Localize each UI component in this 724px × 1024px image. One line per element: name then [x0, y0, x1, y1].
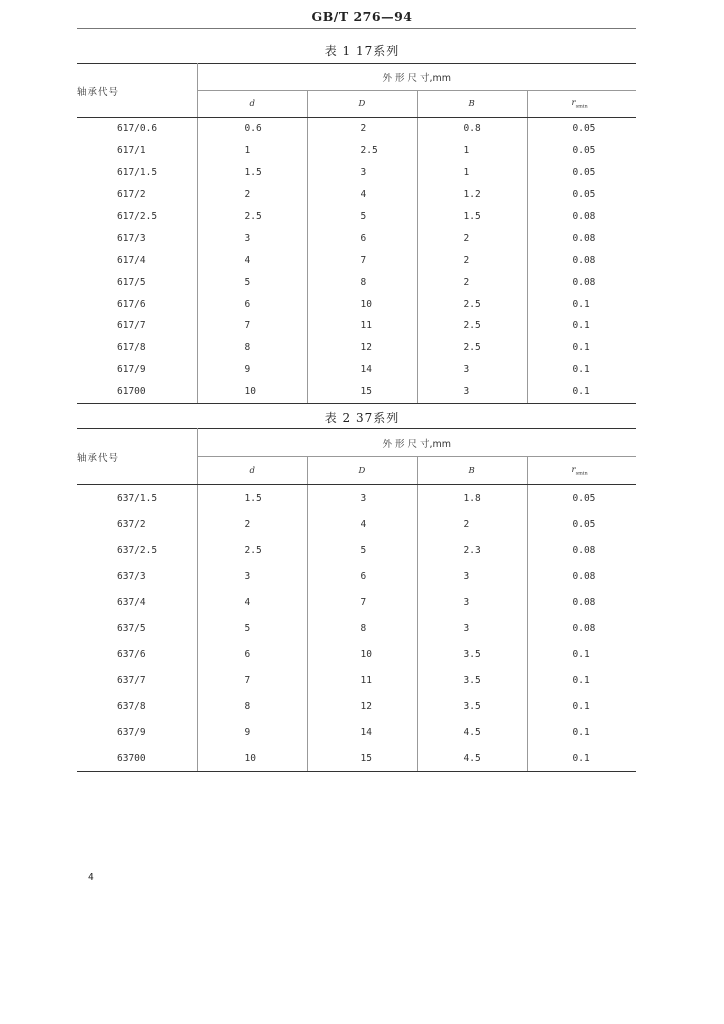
table-row [77, 140, 636, 162]
dimension-cell: 6 [197, 641, 307, 667]
bearing-code-cell: 61700 [77, 381, 197, 403]
dimension-cell: 0.6 [197, 118, 307, 140]
dimensions-group-header: 外 形 尺 寸,mm [197, 64, 636, 91]
table-row [77, 485, 636, 512]
bearing-code-cell: 637/9 [77, 719, 197, 745]
dimension-cell: 0.1 [572, 726, 590, 738]
bearing-code-cell: 617/5 [77, 271, 197, 293]
dimension-cell: 0.05 [572, 145, 596, 157]
table-2-caption: 表 2 37系列 [324, 411, 400, 425]
dimension-cell: 3 [417, 615, 527, 641]
bearing-code-cell: 617/4 [77, 249, 197, 271]
table-row [77, 381, 636, 403]
dimension-cell: 11 [307, 667, 417, 693]
dimension-cell: 5 [197, 615, 307, 641]
dimension-cell: 0.8 [417, 118, 527, 140]
dimension-cell: 1 [417, 162, 527, 184]
dimension-cell: 1.5 [417, 206, 527, 228]
table-row [77, 563, 636, 589]
bearing-code-cell: 617/8 [77, 337, 197, 359]
dimension-cell: 4.5 [417, 719, 527, 745]
bearing-code-cell: 637/2 [77, 511, 197, 537]
table-row [77, 271, 636, 293]
dimensions-group-header: 外 形 尺 寸,mm [197, 429, 636, 457]
dimension-cell: 14 [307, 359, 417, 381]
dimension-cell: 5 [307, 206, 417, 228]
dimension-cell: 2.5 [197, 537, 307, 563]
dimension-cell: 11 [307, 315, 417, 337]
table-row [77, 667, 636, 693]
dimension-cell: 7 [307, 589, 417, 615]
dimension-cell: 2.3 [417, 537, 527, 563]
dimension-cell: 0.1 [572, 648, 590, 660]
dimension-cell: 3.5 [417, 667, 527, 693]
table-row [77, 227, 636, 249]
dimension-cell: 0.08 [572, 544, 596, 556]
dimension-cell: 3.5 [417, 693, 527, 719]
bearing-code-cell: 637/1.5 [77, 485, 197, 512]
dimension-cell: 3 [417, 563, 527, 589]
bearing-code-cell: 637/3 [77, 563, 197, 589]
bearing-code-cell: 617/7 [77, 315, 197, 337]
dimension-cell: 0.1 [572, 342, 590, 354]
dimension-cell: 2.5 [307, 140, 417, 162]
table-row [77, 693, 636, 719]
col-header-B: B [417, 457, 527, 485]
dimension-cell: 3 [307, 485, 417, 512]
dimension-cell: 2.5 [417, 337, 527, 359]
table-2-37-series [77, 428, 636, 772]
table-row [77, 615, 636, 641]
dimension-cell: 0.08 [572, 570, 596, 582]
dimension-cell: 1.5 [197, 485, 307, 512]
col-header-d: d [197, 457, 307, 485]
dimension-cell: 1 [417, 140, 527, 162]
table-1-caption: 表 1 17系列 [324, 44, 400, 58]
dimension-cell: 3 [197, 227, 307, 249]
dimension-cell: 2.5 [197, 206, 307, 228]
dimension-cell: 12 [307, 337, 417, 359]
table-row [77, 589, 636, 615]
col-header-D: D [307, 91, 417, 118]
dimension-cell: 3 [307, 162, 417, 184]
table-row [77, 359, 636, 381]
dimension-cell: 2 [307, 118, 417, 140]
dimension-cell: 6 [307, 563, 417, 589]
dimension-cell: 0.1 [572, 674, 590, 686]
dimension-cell: 1.2 [417, 184, 527, 206]
dimension-cell: 6 [307, 227, 417, 249]
dimension-cell: 8 [197, 337, 307, 359]
bearing-code-cell: 617/9 [77, 359, 197, 381]
dimension-cell: 6 [197, 293, 307, 315]
dimension-cell: 3 [417, 359, 527, 381]
header-rule [77, 28, 636, 29]
table-row [77, 249, 636, 271]
dimension-cell: 1 [197, 140, 307, 162]
bearing-code-cell: 637/5 [77, 615, 197, 641]
dimension-cell: 9 [197, 719, 307, 745]
bearing-code-cell: 637/6 [77, 641, 197, 667]
table-row [77, 719, 636, 745]
dimension-cell: 10 [307, 293, 417, 315]
dimension-cell: 8 [307, 615, 417, 641]
dimension-cell: 15 [307, 745, 417, 772]
table-row [77, 184, 636, 206]
dimension-cell: 4 [307, 511, 417, 537]
dimension-cell: 10 [307, 641, 417, 667]
dimension-cell: 0.08 [572, 276, 596, 288]
dimension-cell: 2 [417, 511, 527, 537]
dimension-cell: 14 [307, 719, 417, 745]
dimension-cell: 0.08 [572, 596, 596, 608]
table-row [77, 641, 636, 667]
dimension-cell: 7 [197, 315, 307, 337]
dimension-cell: 0.05 [572, 492, 596, 504]
bearing-code-cell: 617/0.6 [77, 118, 197, 140]
bearing-code-cell: 617/2.5 [77, 206, 197, 228]
dimension-cell: 2 [197, 511, 307, 537]
dimension-cell: 0.08 [572, 254, 596, 266]
dimension-cell: 15 [307, 381, 417, 403]
bearing-code-cell: 637/8 [77, 693, 197, 719]
dimension-cell: 0.05 [572, 189, 596, 201]
dimension-cell: 2 [417, 227, 527, 249]
dimension-cell: 8 [197, 693, 307, 719]
bearing-code-cell: 617/6 [77, 293, 197, 315]
table-row [77, 118, 636, 140]
dimension-cell: 8 [307, 271, 417, 293]
dimension-cell: 0.05 [572, 167, 596, 179]
dimension-cell: 4 [197, 589, 307, 615]
bearing-code-cell: 637/2.5 [77, 537, 197, 563]
dimension-cell: 0.05 [572, 123, 596, 135]
dimension-cell: 4 [197, 249, 307, 271]
dimension-cell: 10 [197, 745, 307, 772]
bearing-code-cell: 637/4 [77, 589, 197, 615]
dimension-cell: 3.5 [417, 641, 527, 667]
dimension-cell: 3 [417, 381, 527, 403]
dimension-cell: 2 [197, 184, 307, 206]
table-1-17-series [77, 63, 636, 404]
table-row [77, 315, 636, 337]
dimension-cell: 0.1 [527, 745, 636, 772]
bearing-code-header: 轴承代号 [77, 429, 197, 485]
dimension-cell: 4 [307, 184, 417, 206]
dimension-cell: 0.08 [572, 622, 596, 634]
dimension-cell: 7 [197, 667, 307, 693]
table-row [77, 511, 636, 537]
bearing-code-header: 轴承代号 [77, 64, 197, 118]
dimension-cell: 0.1 [572, 364, 590, 376]
bearing-code-cell: 617/1 [77, 140, 197, 162]
table-row [77, 206, 636, 228]
bearing-code-cell: 637/7 [77, 667, 197, 693]
dimension-cell: 0.1 [527, 381, 636, 403]
bearing-code-cell: 617/2 [77, 184, 197, 206]
page-number: 4 [88, 872, 94, 883]
dimension-cell: 10 [197, 381, 307, 403]
dimension-cell: 0.1 [572, 700, 590, 712]
dimension-cell: 7 [307, 249, 417, 271]
table-row [77, 162, 636, 184]
document-header-title: GB/T 276—94 [311, 9, 413, 24]
col-header-B: B [417, 91, 527, 118]
dimension-cell: 2.5 [417, 315, 527, 337]
table-row [77, 293, 636, 315]
dimension-cell: 0.1 [572, 320, 590, 332]
dimension-cell: 12 [307, 693, 417, 719]
dimension-cell: 9 [197, 359, 307, 381]
dimension-cell: 0.08 [572, 211, 596, 222]
dimension-cell: 0.05 [572, 518, 596, 530]
dimension-cell: 2 [417, 249, 527, 271]
table-row [77, 537, 636, 563]
dimension-cell: 1.5 [197, 162, 307, 184]
dimension-cell: 5 [197, 271, 307, 293]
col-header-rsmin: $r_{smin}$ [527, 457, 636, 485]
dimension-cell: 4.5 [417, 745, 527, 772]
dimension-cell: 2 [417, 271, 527, 293]
dimension-cell: 5 [307, 537, 417, 563]
bearing-code-cell: 617/3 [77, 227, 197, 249]
bearing-code-cell: 63700 [77, 745, 197, 772]
table-row [77, 745, 636, 772]
col-header-rsmin: $r_{smin}$ [527, 91, 636, 118]
dimension-cell: 0.1 [572, 298, 590, 310]
col-header-D: D [307, 457, 417, 485]
col-header-d: d [197, 91, 307, 118]
dimension-cell: 1.8 [417, 485, 527, 512]
dimension-cell: 0.08 [572, 232, 596, 244]
table-row [77, 337, 636, 359]
dimension-cell: 3 [197, 563, 307, 589]
bearing-code-cell: 617/1.5 [77, 162, 197, 184]
dimension-cell: 3 [417, 589, 527, 615]
dimension-cell: 2.5 [417, 293, 527, 315]
